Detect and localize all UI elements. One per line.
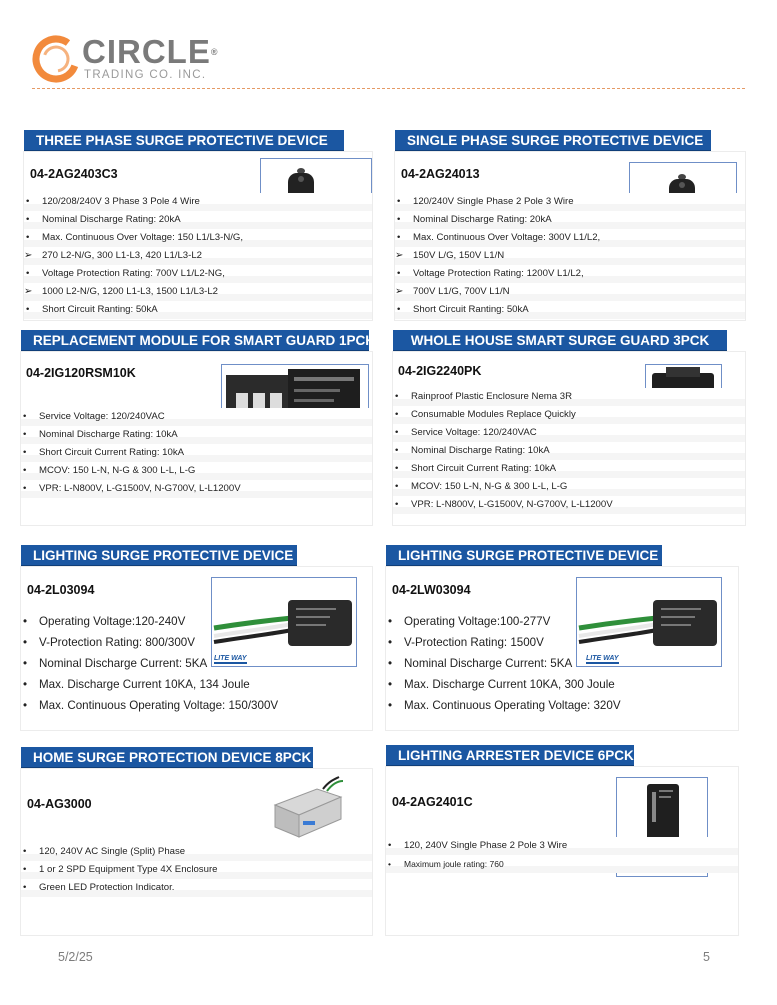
spec-item: ➢ 270 L2-N/G, 300 L1-L3, 420 L1/L3-L2 bbox=[24, 247, 372, 265]
product-code: 04-2AG2403C3 bbox=[30, 167, 118, 181]
spec-item: • Short Circuit Ranting: 50kA bbox=[24, 301, 372, 319]
product-card-three-phase bbox=[24, 130, 372, 320]
liteway-logo: LITE WAY bbox=[214, 655, 247, 662]
spec-item: • VPR: L-N800V, L-G1500V, N-G700V, L-L1200V bbox=[393, 496, 745, 514]
spec-item: • 120, 240V AC Single (Split) Phase bbox=[21, 843, 372, 861]
product-code: 04-AG3000 bbox=[27, 797, 92, 811]
spec-item: • Rainproof Plastic Enclosure Nema 3R bbox=[393, 388, 745, 406]
spec-item: • 120/208/240V 3 Phase 3 Pole 4 Wire bbox=[24, 193, 372, 211]
company-logo bbox=[32, 33, 232, 85]
spec-item: • Short Circuit Current Rating: 10kA bbox=[393, 460, 745, 478]
spec-item: • V-Protection Rating: 1500V bbox=[386, 632, 738, 653]
spec-item: • Consumable Modules Replace Quickly bbox=[393, 406, 745, 424]
card-title: SINGLE PHASE SURGE PROTECTIVE DEVICE bbox=[395, 130, 711, 152]
product-code: 04-2IG2240PK bbox=[398, 364, 482, 378]
spec-list bbox=[386, 837, 738, 873]
header-divider bbox=[32, 88, 745, 89]
card-title: THREE PHASE SURGE PROTECTIVE DEVICE bbox=[24, 130, 344, 152]
product-card-replacement-module bbox=[21, 330, 376, 525]
spec-item: • 1 or 2 SPD Equipment Type 4X Enclosure bbox=[21, 861, 372, 879]
liteway-logo: LITE WAY bbox=[586, 655, 619, 662]
footer-date: 5/2/25 bbox=[58, 950, 93, 964]
spec-item: • V-Protection Rating: 800/300V bbox=[21, 632, 372, 653]
spec-item: ➢ 1000 L2-N/G, 1200 L1-L3, 1500 L1/L3-L2 bbox=[24, 283, 372, 301]
card-title: LIGHTING SURGE PROTECTIVE DEVICE bbox=[21, 545, 297, 567]
spec-item: ➢ 700V L1/G, 700V L1/N bbox=[395, 283, 745, 301]
spec-item: • Nominal Discharge Rating: 10kA bbox=[21, 426, 372, 444]
card-title: HOME SURGE PROTECTION DEVICE 8PCK bbox=[21, 747, 313, 769]
spec-item: • Max. Continuous Over Voltage: 300V L1/L2, bbox=[395, 229, 745, 247]
spec-item: • Nominal Discharge Rating: 20kA bbox=[395, 211, 745, 229]
product-card-single-phase bbox=[395, 130, 745, 320]
card-title: LIGHTING SURGE PROTECTIVE DEVICE bbox=[386, 545, 662, 567]
spec-item: • Service Voltage: 120/240VAC bbox=[21, 408, 372, 426]
spec-item: • Short Circuit Current Rating: 10kA bbox=[21, 444, 372, 462]
spec-item: • Operating Voltage:100-277V bbox=[386, 611, 738, 632]
brand-name: CIRCLE® bbox=[82, 33, 219, 70]
page-number: 5 bbox=[703, 950, 710, 964]
product-card-lighting-spd-1 bbox=[21, 545, 372, 730]
product-card-lighting-spd-2 bbox=[386, 545, 738, 730]
spec-item: • Short Circuit Ranting: 50kA bbox=[395, 301, 745, 319]
product-code: 04-2AG24013 bbox=[401, 167, 480, 181]
spec-item: • Max. Discharge Current 10KA, 300 Joule bbox=[386, 674, 738, 695]
spec-list bbox=[21, 611, 372, 716]
spec-item: • Max. Continuous Operating Voltage: 320V bbox=[386, 695, 738, 716]
spec-item: • Max. Continuous Over Voltage: 150 L1/L3-N/G, bbox=[24, 229, 372, 247]
spec-item: • Max. Continuous Operating Voltage: 150/300V bbox=[21, 695, 372, 716]
spec-item: • Nominal Discharge Current: 5KA bbox=[21, 653, 372, 674]
spec-item: • Operating Voltage:120-240V bbox=[21, 611, 372, 632]
spec-item: • Voltage Protection Rating: 1200V L1/L2, bbox=[395, 265, 745, 283]
card-title: LIGHTING ARRESTER DEVICE 6PCK bbox=[386, 745, 634, 767]
spec-list bbox=[393, 388, 745, 514]
spec-item: • Green LED Protection Indicator. bbox=[21, 879, 372, 897]
spec-item: • 120/240V Single Phase 2 Pole 3 Wire bbox=[395, 193, 745, 211]
spec-item: • Voltage Protection Rating: 700V L1/L2-NG, bbox=[24, 265, 372, 283]
spec-item: ➢ 150V L/G, 150V L1/N bbox=[395, 247, 745, 265]
spec-list bbox=[21, 408, 372, 498]
spec-list bbox=[24, 193, 372, 319]
product-card-home-surge bbox=[21, 747, 372, 935]
product-card-whole-house bbox=[393, 330, 745, 525]
card-title: REPLACEMENT MODULE FOR SMART GUARD 1PCK bbox=[21, 330, 369, 352]
spec-item: • Service Voltage: 120/240VAC bbox=[393, 424, 745, 442]
product-photo bbox=[269, 775, 349, 845]
spec-item: • MCOV: 150 L-N, N-G & 300 L-L, L-G bbox=[21, 462, 372, 480]
spec-item: • Nominal Discharge Rating: 10kA bbox=[393, 442, 745, 460]
spec-list bbox=[386, 611, 738, 716]
brand-subtitle: TRADING CO. INC. bbox=[84, 69, 207, 81]
circle-logo-icon bbox=[32, 35, 80, 83]
spec-list bbox=[395, 193, 745, 319]
spec-list bbox=[21, 843, 372, 897]
home-surge-image bbox=[269, 775, 349, 845]
product-code: 04-2IG120RSM10K bbox=[26, 366, 136, 380]
product-card-lighting-arrester bbox=[386, 745, 738, 935]
card-title: WHOLE HOUSE SMART SURGE GUARD 3PCK bbox=[393, 330, 727, 352]
product-code: 04-2L03094 bbox=[27, 583, 95, 597]
spec-item: • Max. Discharge Current 10KA, 134 Joule bbox=[21, 674, 372, 695]
spec-item: • VPR: L-N800V, L-G1500V, N-G700V, L-L1200V bbox=[21, 480, 372, 498]
spec-item: • MCOV: 150 L-N, N-G & 300 L-L, L-G bbox=[393, 478, 745, 496]
spec-item: • Nominal Discharge Rating: 20kA bbox=[24, 211, 372, 229]
spec-item: • 120, 240V Single Phase 2 Pole 3 Wire bbox=[386, 837, 738, 855]
product-code: 04-2AG2401C bbox=[392, 795, 473, 809]
spec-item: • Maximum joule rating: 760 bbox=[386, 855, 738, 873]
product-code: 04-2LW03094 bbox=[392, 583, 471, 597]
spec-item: • Nominal Discharge Current: 5KA bbox=[386, 653, 738, 674]
